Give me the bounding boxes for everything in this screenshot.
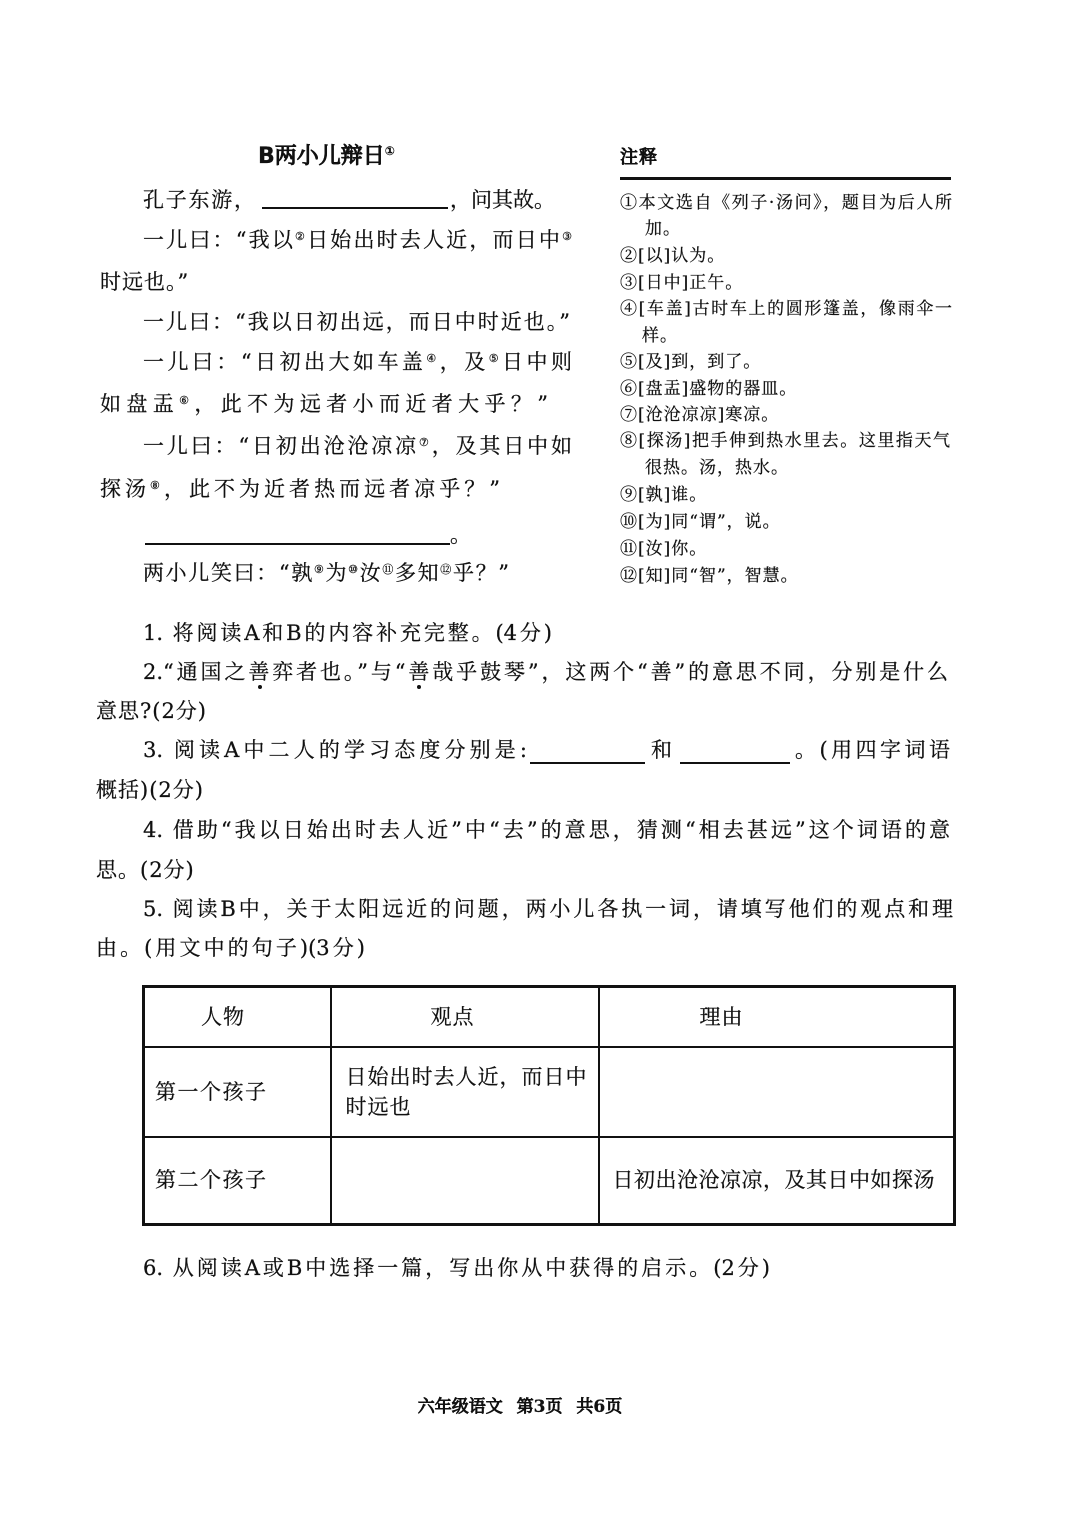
emphasized-character: 善 <box>248 660 273 684</box>
passage-text: 日始出时去人近，而日中 <box>307 228 563 252</box>
passage-line-8 <box>100 474 500 504</box>
passage-text: 为 <box>325 561 349 585</box>
table-header-row <box>144 987 955 1047</box>
note-marker: ⑤ <box>488 352 503 365</box>
note-2: ②[以]认为。 <box>620 246 726 266</box>
note-marker: ① <box>384 144 395 158</box>
cell-view: 日始出时去人近，而日中时远也 <box>331 1047 599 1137</box>
answer-blank <box>262 207 448 209</box>
cell-reason-empty <box>599 1047 955 1137</box>
note-marker: ⑥ <box>179 394 195 407</box>
cell-view-empty <box>331 1137 599 1225</box>
question-5-line-1: 5. 阅读B中，关于太阳远近的问题，两小儿各执一词，请填写他们的观点和理 <box>143 897 953 921</box>
passage-line-9-end: 。 <box>450 523 471 547</box>
passage-text: 探汤 <box>100 477 151 501</box>
answer-blank <box>145 543 450 545</box>
note-1: ①本文选自《列子·汤问》，题目为后人所 <box>620 193 952 213</box>
cell-person: 第一个孩子 <box>144 1047 331 1137</box>
note-10: ⑩[为]同“谓”，说。 <box>620 512 781 532</box>
passage-line-10 <box>143 558 509 588</box>
note-marker: ④ <box>426 352 440 365</box>
table-row <box>144 1047 955 1137</box>
question-4-line-2: 思。(2分) <box>96 858 195 882</box>
note-3: ③[日中]正午。 <box>620 273 744 293</box>
question-text: 弈者也。”与“ <box>272 660 406 684</box>
question-2-line-1 <box>143 657 948 687</box>
note-11: ⑪[汝]你。 <box>620 539 708 559</box>
note-12: ⑫[知]同“智”，智慧。 <box>620 566 799 586</box>
header-person: 人物 <box>144 987 331 1047</box>
notes-heading: 注释 <box>620 147 658 168</box>
note-marker: ⑨ <box>313 563 326 576</box>
note-marker: ⑦ <box>419 436 432 449</box>
passage-text: 一儿曰：“日初出大如车盖 <box>143 350 427 374</box>
note-7: ⑦[沧沧凉凉]寒凉。 <box>620 405 780 425</box>
passage-text: 日中则 <box>502 350 572 374</box>
question-3-end: 。(用四字词语 <box>795 738 950 762</box>
passage-line-3: 时远也。” <box>100 270 190 294</box>
passage-text: 两小儿笑曰：“孰 <box>143 561 314 585</box>
passage-line-2 <box>143 225 572 255</box>
answer-table <box>142 985 956 1226</box>
passage-text: 汝 <box>359 561 383 585</box>
emphasized-character: 善 <box>405 660 433 684</box>
table-row <box>144 1137 955 1225</box>
question-5-line-2: 由。(用文中的句子)(3分) <box>96 936 365 960</box>
passage-line-1-start: 孔子东游， <box>143 188 255 212</box>
passage-text: 如盘盂 <box>100 392 180 416</box>
passage-line-6 <box>100 389 548 419</box>
cell-reason: 日初出沧沧凉凉，及其日中如探汤 <box>599 1137 955 1225</box>
header-reason: 理由 <box>599 987 955 1047</box>
passage-text: 一儿曰：“日初出沧沧凉凉 <box>143 434 419 458</box>
question-6: 6. 从阅读A或B中选择一篇，写出你从中获得的启示。(2分) <box>143 1256 770 1280</box>
note-8-continued: 很热。汤，热水。 <box>645 458 789 478</box>
passage-line-1-end: ，问其故。 <box>450 188 555 212</box>
question-text: 哉乎鼓琴”，这两个“善”的意思不同，分别是什么 <box>432 660 948 684</box>
passage-text: ，此不为远者小而近者大乎？” <box>194 392 548 416</box>
passage-title-text: B两小儿辩日 <box>258 144 385 169</box>
note-1-continued: 加。 <box>645 219 681 239</box>
question-1: 1. 将阅读A和B的内容补充完整。(4分) <box>143 621 552 645</box>
note-9: ⑨[孰]谁。 <box>620 485 708 505</box>
passage-line-7 <box>143 431 572 461</box>
passage-line-5 <box>143 347 572 377</box>
question-2-line-2: 意思?(2分) <box>96 699 208 723</box>
header-view: 观点 <box>331 987 599 1047</box>
question-4-line-1: 4. 借助“我以日始出时去人近”中“去”的意思，猜测“相去甚远”这个词语的意 <box>143 818 950 842</box>
passage-line-4: 一儿曰：“我以日初出远，而日中时近也。” <box>143 310 570 334</box>
note-marker: ⑧ <box>150 479 164 492</box>
question-text: 2.“通国之 <box>143 660 249 684</box>
note-marker: ③ <box>562 230 572 243</box>
passage-title <box>258 142 395 172</box>
note-marker: ⑩ <box>348 563 360 576</box>
cell-person: 第二个孩子 <box>144 1137 331 1225</box>
page-footer: 六年级语文 第3页 共6页 <box>417 1397 623 1417</box>
note-8: ⑧[探汤]把手伸到热水里去。这里指天气 <box>620 431 950 451</box>
note-marker: ⑫ <box>440 563 453 576</box>
answer-blank <box>530 762 645 764</box>
notes-divider <box>620 177 951 180</box>
note-marker: ② <box>295 230 308 243</box>
note-5: ⑤[及]到，到了。 <box>620 352 762 372</box>
passage-text: ，及 <box>439 350 489 374</box>
passage-text: 多知 <box>394 561 441 585</box>
question-3-start: 3. 阅读A中二人的学习态度分别是: <box>143 738 527 762</box>
note-marker: ⑪ <box>382 563 395 576</box>
question-3-and: 和 <box>651 738 672 762</box>
passage-text: ，及其日中如 <box>431 434 572 458</box>
note-4: ④[车盖]古时车上的圆形篷盖，像雨伞一 <box>620 299 952 319</box>
note-4-continued: 样。 <box>642 326 678 346</box>
answer-blank <box>680 762 790 764</box>
passage-text: 乎？” <box>452 561 509 585</box>
passage-text: 一儿曰：“我以 <box>143 228 296 252</box>
question-3-line-2: 概括)(2分) <box>96 778 204 802</box>
note-6: ⑥[盘盂]盛物的器皿。 <box>620 379 798 399</box>
passage-text: ，此不为近者热而远者凉乎？” <box>163 477 500 501</box>
